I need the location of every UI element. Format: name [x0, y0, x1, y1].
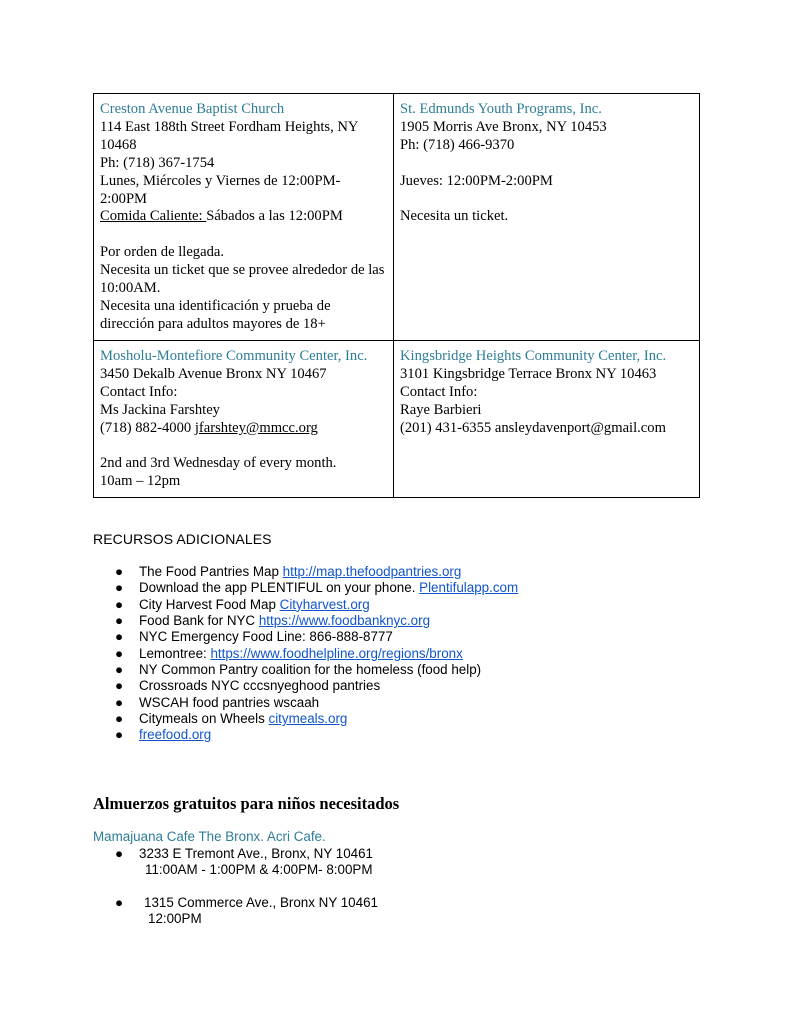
org-hours: Lunes, Miércoles y Viernes de 12:00PM-2:00PM	[100, 172, 341, 207]
table-row	[94, 341, 700, 498]
resource-text: Food Bank for NYC	[139, 613, 259, 629]
org-address: 3101 Kingsbridge Terrace Bronx NY 10463	[400, 365, 657, 382]
contact-email-link[interactable]: jfarshtey@mmcc.org	[194, 419, 318, 436]
bullet-icon: ●	[115, 694, 124, 710]
org-note: Necesita un ticket que se provee alrededor de las 10:00AM.	[100, 262, 385, 297]
resource-link[interactable]: freefood.org	[139, 727, 212, 743]
contact-phone: (718) 882-4000	[100, 419, 195, 436]
org-schedule: 2nd and 3rd Wednesday of every month.	[100, 455, 337, 472]
org-name: Kingsbridge Heights Community Center, Inc.	[400, 348, 667, 364]
lunch-heading: Almuerzos gratuitos para niños necesitados	[93, 794, 400, 813]
food-centers-table	[93, 93, 700, 498]
list-item	[93, 895, 378, 928]
list-item	[93, 646, 518, 662]
org-note: Por orden de llegada.	[100, 244, 225, 261]
center-cell-kingsbridge	[394, 341, 700, 498]
org-name: Mosholu-Montefiore Community Center, Inc.	[100, 348, 368, 364]
list-item	[93, 695, 518, 711]
resource-text: Download the app PLENTIFUL on your phone.	[139, 580, 420, 596]
list-item	[93, 678, 518, 694]
list-item	[93, 629, 518, 645]
bullet-icon: ●	[115, 711, 124, 727]
table-row	[94, 94, 700, 341]
location-hours: 12:00PM	[148, 911, 202, 927]
bullet-icon: ●	[115, 564, 124, 579]
resource-text: Crossroads NYC cccsnyeghood pantries	[139, 678, 381, 694]
contact-label: Contact Info:	[400, 383, 478, 400]
lunch-locations	[93, 846, 378, 927]
bullet-icon: ●	[115, 678, 124, 694]
org-phone: Ph: (718) 367-1754	[100, 154, 215, 171]
org-hours: Jueves: 12:00PM-2:00PM	[400, 172, 553, 189]
contact-phone-email	[100, 420, 387, 438]
resource-text: NY Common Pantry coalition for the homeless (food help)	[139, 662, 482, 678]
bullet-icon: ●	[115, 645, 124, 661]
bullet-icon: ●	[115, 596, 124, 612]
hot-meal-time: Sábados a las 12:00PM	[206, 208, 343, 225]
contact-name: Raye Barbieri	[400, 401, 482, 418]
org-note: Necesita un ticket.	[400, 208, 509, 225]
list-item	[93, 597, 518, 613]
resources-list	[93, 564, 518, 744]
resource-text: Lemontree:	[139, 645, 211, 661]
bullet-icon: ●	[115, 580, 124, 596]
bullet-icon: ●	[115, 629, 124, 645]
hot-meal-label: Comida Caliente:	[100, 208, 207, 225]
list-item	[93, 727, 518, 743]
center-cell-creston	[94, 94, 394, 341]
org-phone: Ph: (718) 466-9370	[400, 136, 515, 153]
location-hours: 11:00AM - 1:00PM & 4:00PM- 8:00PM	[145, 862, 373, 878]
resources-heading: RECURSOS ADICIONALES	[93, 531, 272, 547]
bullet-icon: ●	[115, 727, 124, 743]
org-name: St. Edmunds Youth Programs, Inc.	[400, 101, 602, 117]
resource-link[interactable]: https://www.foodhelpline.org/regions/bronx	[210, 645, 463, 661]
org-address: 3450 Dekalb Avenue Bronx NY 10467	[100, 365, 327, 382]
resource-text: The Food Pantries Map	[139, 564, 283, 579]
contact-phone-email: (201) 431-6355 ansleydavenport@gmail.com	[400, 419, 666, 436]
list-item	[93, 846, 378, 879]
resource-link[interactable]: citymeals.org	[268, 711, 348, 727]
list-item	[93, 564, 518, 580]
lunch-cafe-name: Mamajuana Cafe The Bronx. Acri Cafe.	[93, 829, 326, 844]
hot-meal-line	[100, 208, 387, 226]
contact-label: Contact Info:	[100, 383, 178, 400]
resource-text: Citymeals on Wheels	[139, 711, 269, 727]
location-address: 1315 Commerce Ave., Bronx NY 10461	[144, 894, 378, 910]
bullet-icon: ●	[115, 613, 124, 629]
resource-text: City Harvest Food Map	[139, 596, 280, 612]
resource-link[interactable]: https://www.foodbanknyc.org	[258, 613, 431, 629]
center-cell-st-edmunds	[394, 94, 700, 341]
bullet-icon: ●	[115, 894, 124, 910]
center-cell-mosholu	[94, 341, 394, 498]
list-item	[93, 580, 518, 596]
list-item	[93, 662, 518, 678]
resource-text: NYC Emergency Food Line: 866-888-8777	[139, 629, 393, 645]
bullet-icon: ●	[115, 662, 124, 678]
org-address: 1905 Morris Ave Bronx, NY 10453	[400, 118, 607, 135]
resource-link[interactable]: Plentifulapp.com	[419, 580, 519, 596]
bullet-icon: ●	[115, 846, 124, 861]
org-time: 10am – 12pm	[100, 473, 181, 490]
resource-link[interactable]: http://map.thefoodpantries.org	[282, 564, 462, 579]
location-address: 3233 E Tremont Ave., Bronx, NY 10461	[139, 846, 373, 861]
list-item	[93, 613, 518, 629]
contact-name: Ms Jackina Farshtey	[100, 401, 220, 418]
org-name: Creston Avenue Baptist Church	[100, 101, 285, 117]
resource-text: WSCAH food pantries wscaah	[139, 694, 320, 710]
org-note: Necesita una identificación y prueba de dirección para adultos mayores de 18+	[100, 297, 331, 332]
list-item	[93, 711, 518, 727]
resource-link[interactable]: Cityharvest.org	[279, 596, 370, 612]
org-address: 114 East 188th Street Fordham Heights, NY 10468	[100, 118, 358, 153]
